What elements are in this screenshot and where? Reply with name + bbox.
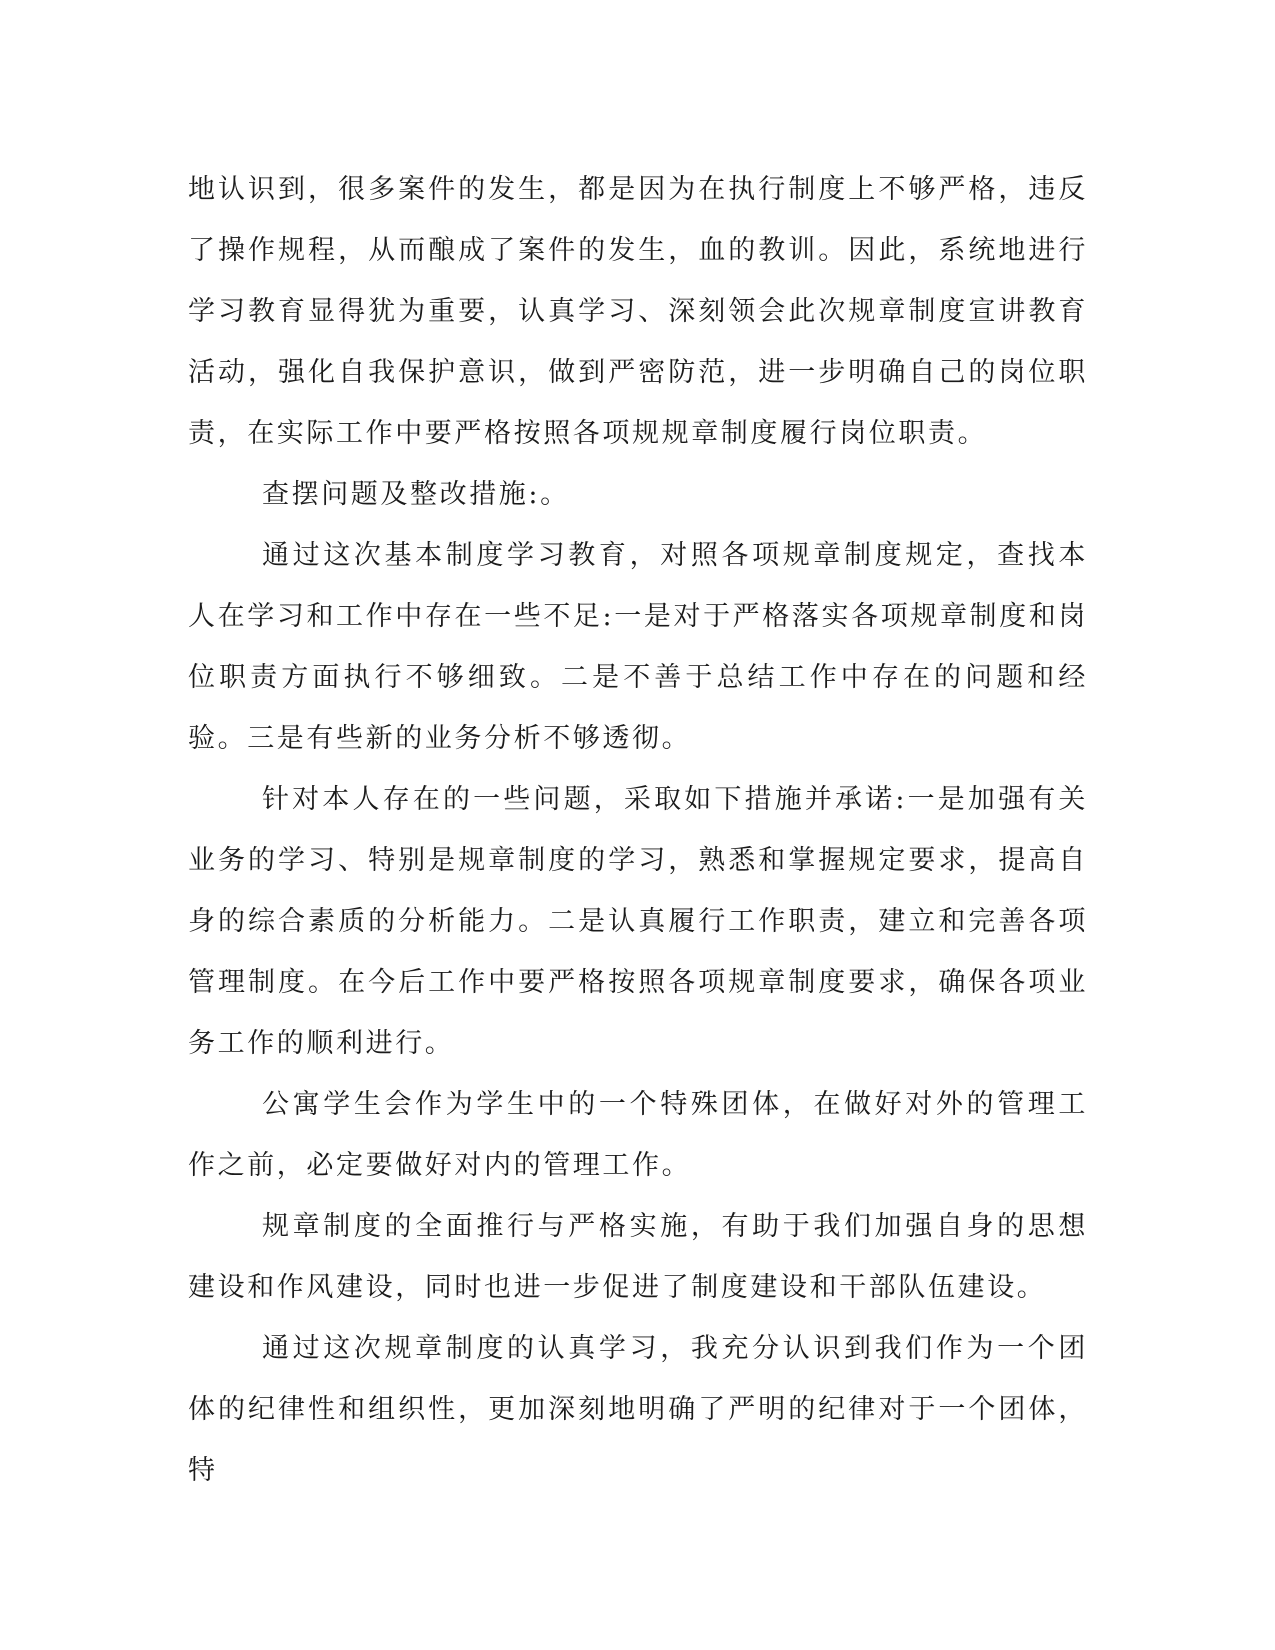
paragraph-regulations: 规章制度的全面推行与严格实施，有助于我们加强自身的思想建设和作风建设，同时也进一步促进了制度建设和干部队伍建设。 — [188, 1211, 1088, 1303]
paragraph-measures: 针对本人存在的一些问题，采取如下措施并承诺:一是加强有关业务的学习、特别是规章制度的学习，熟悉和掌握规定要求，提高自身的综合素质的分析能力。二是认真履行工作职责，建立和完善各项管理制度。在今后工作中要严格按照各项规章制度要求，确保各项业务工作的顺利进行。 — [188, 784, 1088, 1059]
paragraph-continuation: 地认识到，很多案件的发生，都是因为在执行制度上不够严格，违反了操作规程，从而酿成了案件的发生，血的教训。因此，系统地进行学习教育显得犹为重要，认真学习、深刻领会此次规章制度宣讲教育活动，强化自我保护意识，做到严密防范，进一步明确自己的岗位职责，在实际工作中要严格按照各项规规章制度履行岗位职责。 — [188, 174, 1088, 449]
paragraph-heading-issues: 查摆问题及整改措施:。 — [262, 479, 570, 510]
paragraph-shortcomings: 通过这次基本制度学习教育，对照各项规章制度规定，查找本人在学习和工作中存在一些不足:一是对于严格落实各项规章制度和岗位职责方面执行不够细致。二是不善于总结工作中存在的问题和经验。三是有些新的业务分析不够透彻。 — [188, 540, 1088, 754]
document-body — [188, 159, 1088, 1501]
paragraph-study-conclusion: 通过这次规章制度的认真学习，我充分认识到我们作为一个团体的纪律性和组织性，更加深刻地明确了严明的纪律对于一个团体，特 — [188, 1333, 1088, 1486]
paragraph-student-union: 公寓学生会作为学生中的一个特殊团体，在做好对外的管理工作之前，必定要做好对内的管理工作。 — [188, 1089, 1088, 1181]
